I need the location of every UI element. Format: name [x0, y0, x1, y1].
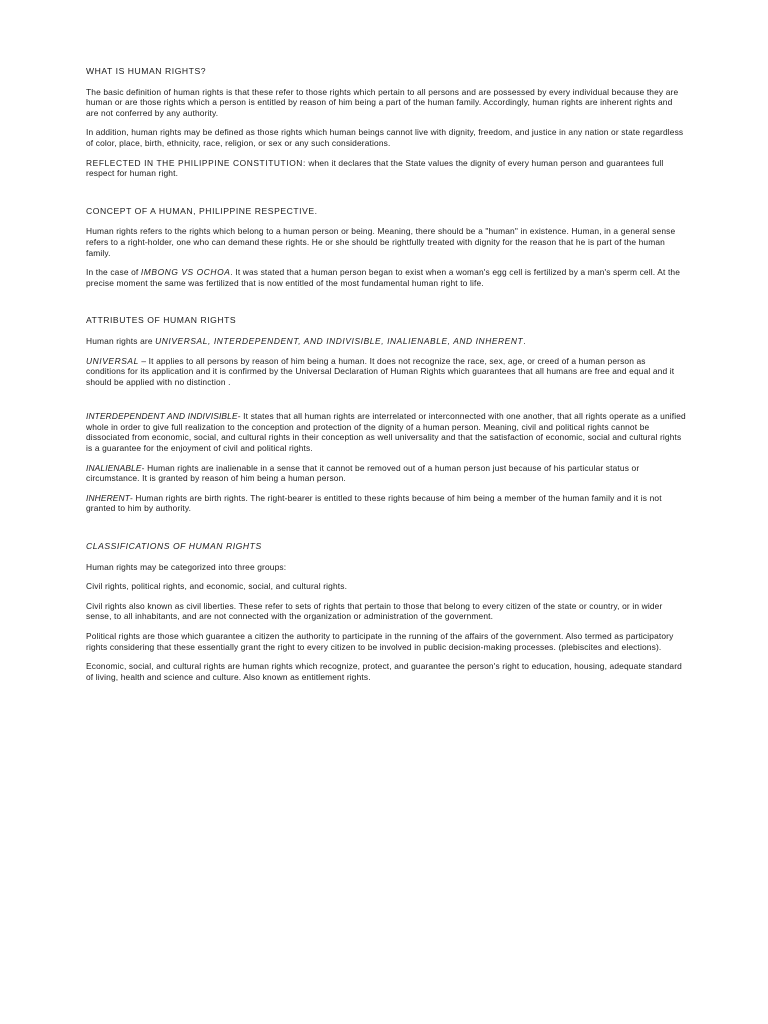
paragraph-interdependent: [86, 411, 686, 453]
paragraph-political-rights: Political rights are those which guarantee a citizen the authority to participate in the running of the affairs of the government. Also termed as participatory rights considering that these essentially grant the right to every citizen to be involved in public decision-making processes. (plebiscites and elections).: [86, 631, 674, 652]
term-interdependent: INTERDEPENDENT AND INDIVISIBLE: [86, 411, 238, 422]
constitution-lead: REFLECTED IN THE PHILIPPINE CONSTITUTION:: [86, 157, 306, 168]
paragraph-economic-rights: Economic, social, and cultural rights are human rights which recognize, protect, and guarantee the person's right to education, housing, adequate standard of living, health and science and culture. Also known as entitlement rights.: [86, 661, 682, 682]
section-heading-concept: CONCEPT OF A HUMAN, PHILIPPINE RESPECTIVE.: [86, 205, 318, 216]
paragraph-attributes-list: [86, 336, 686, 347]
term-universal: UNIVERSAL: [86, 355, 139, 366]
case-text: . It was stated that a human person began to exist when a woman's egg cell is fertilized by a man's sperm cell. At the precise moment the same was fertilized that is now entitled of the most fundamental human right to life.: [86, 267, 681, 288]
inalienable-text: - Human rights are inalienable in a sense that it cannot be removed out of a human person just because of his particular status or circumstance. It is granted by reason of him being a human person.: [86, 462, 640, 484]
paragraph-group-list: Civil rights, political rights, and economic, social, and cultural rights.: [86, 581, 348, 592]
document-page: [86, 66, 686, 691]
section-heading-classifications: CLASSIFICATIONS OF HUMAN RIGHTS: [86, 541, 262, 552]
attributes-intro: Human rights are: [86, 335, 156, 346]
section-heading-what-is-human-rights: WHAT IS HUMAN RIGHTS?: [86, 66, 207, 76]
paragraph-inalienable: [86, 463, 686, 484]
paragraph-basic-definition: The basic definition of human rights is that these refer to those rights which pertain to all persons and are possessed by every individual because they are human or are those rights which a person is entitled by reason of him being a part of the human family. Accordingly, human rights are inherent rights and are not conferred by any authority.: [86, 86, 679, 118]
case-intro: In the case of: [86, 267, 141, 278]
paragraph-concept-human: Human rights refers to the rights which belong to a human person or being. Meaning, there should be a "human" in existence. Human, in a general sense refers to a right-holder, one who can demand these rights. He or she should be rightfully treated with dignity for the reason that he is part of the human family.: [86, 226, 676, 258]
paragraph-imbong-case: [86, 267, 686, 288]
case-name: IMBONG VS OCHOA: [140, 267, 231, 278]
paragraph-additional-definition: In addition, human rights may be defined as those rights which human beings cannot live with dignity, freedom, and justice in any nation or state regardless of color, place, birth, ethnicity, race, religion, or sex or any such considerations.: [86, 127, 684, 148]
paragraph-constitution: [86, 158, 686, 179]
interdependent-text: - It states that all human rights are interrelated or interconnected with one another, that all rights operate as a unified whole in order to give full realization to the conception and protection of the dignity of a human person. Meaning, civil and political rights cannot be dissociated from economic, social, and cultural rights in their conception as well universality and that the satisfaction of economic, social and cultural rights is a guarantee for the enjoyment of civil and political rights.: [86, 411, 686, 454]
attributes-end: .: [523, 335, 526, 346]
universal-text: – It applies to all persons by reason of him being a human. It does not recognize the race, sex, age, or creed of a human person as conditions for its application and it is confirmed by the Universal Declaration of Human Rights which guarantees that all humans are free and equal and it should be applied with no distinction .: [86, 355, 675, 387]
term-inalienable: INALIENABLE: [86, 462, 142, 473]
attributes-terms: UNIVERSAL, INTERDEPENDENT, AND INDIVISIBLE, INALIENABLE, AND INHERENT: [155, 335, 524, 346]
constitution-text: when it declares that the State values the dignity of every human person and guarantees full respect for human right.: [86, 157, 664, 179]
paragraph-universal: [86, 356, 686, 388]
paragraph-civil-rights: Civil rights also known as civil liberties. These refer to sets of rights that pertain to those that belong to every citizen of the state or country, or in wider sense, to all inhabitants, and are not connected with the organization or administration of the government.: [86, 600, 663, 622]
paragraph-three-groups: Human rights may be categorized into three groups:: [86, 561, 287, 572]
paragraph-inherent: [86, 493, 686, 514]
term-inherent: INHERENT: [86, 492, 131, 503]
inherent-text: - Human rights are birth rights. The right-bearer is entitled to these rights because of him being a member of the human family and it is not granted to him by authority.: [86, 492, 662, 514]
section-heading-attributes: ATTRIBUTES OF HUMAN RIGHTS: [86, 315, 237, 326]
